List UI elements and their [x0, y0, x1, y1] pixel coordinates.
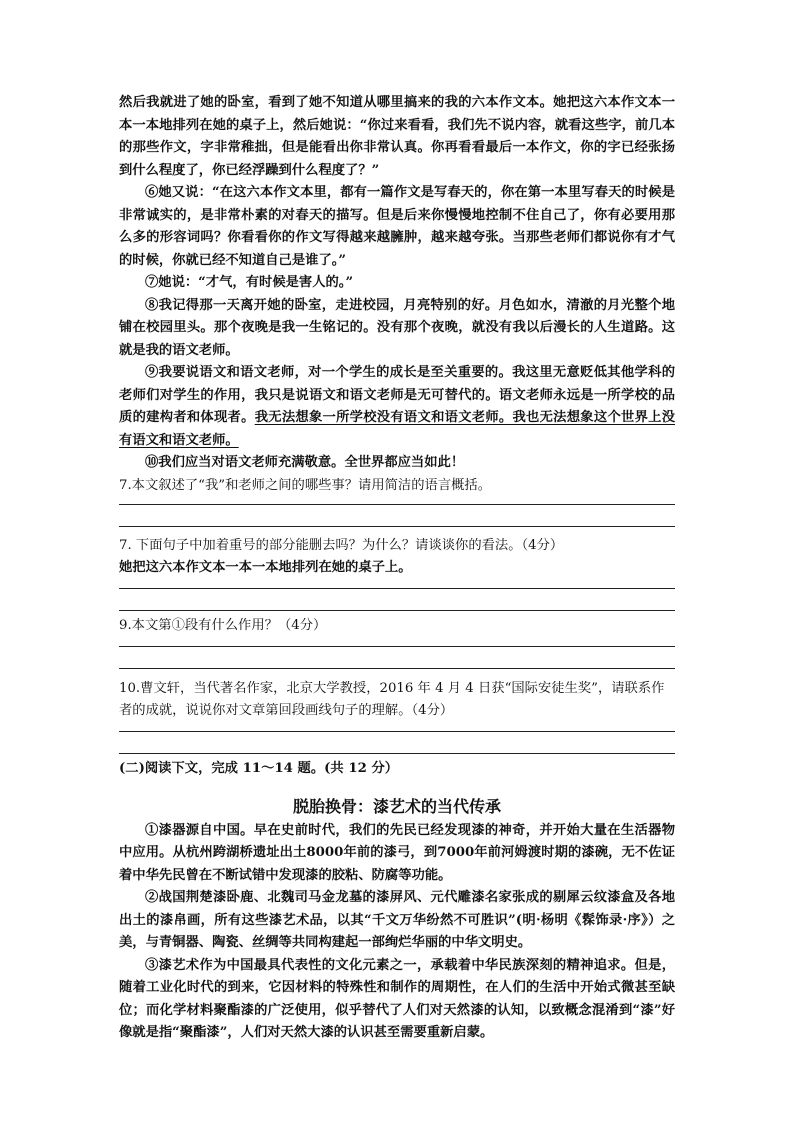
question-7: 7.本文叙述了“我”和老师之间的哪些事？请用简洁的语言概括。	[119, 477, 492, 493]
paragraph-9	[119, 362, 675, 452]
paragraph-9-text: ⑨我要说语文和语文老师，对一个学生的成长是至关重要的。我这里无意贬低其他学科的老师们对学生的作用，我只是说语文和语文老师是无可替代的。语文老师永远是一所学校的品质的建构者和体现者。	[119, 365, 675, 425]
section-heading: (二)阅读下文，完成 11～14 题。(共 12 分）	[119, 760, 399, 776]
article-title: 脱胎换骨：漆艺术的当代传承	[292, 796, 501, 816]
answer-line[interactable]	[119, 610, 675, 611]
paragraph-continued: 然后我就进了她的卧室，看到了她不知道从哪里搞来的我的六本作文本。她把这六本作文本一本一本地排列在她的桌子上，然后她说：“你过来看看，我们先不说内容，就看这些字，前几本的那些作文，字非常稚拙，但是能看出你非常认真。你再看看最后一本作文，你的字已经张扬到什么程度了，你已经浮躁到什么程度了？”	[119, 95, 675, 178]
answer-line[interactable]	[119, 646, 675, 647]
question-9: 9.本文第①段有什么作用？（4分）	[119, 617, 327, 633]
paragraph-7: ⑦她说：“才气，有时候是害人的。”	[145, 275, 354, 290]
answer-line[interactable]	[119, 526, 675, 527]
article-paragraph-3: ③漆艺术作为中国最具代表性的文化元素之一，承载着中华民族深刻的精神追求。但是，随着工业化时代的到来，它因材料的特殊性和制作的周期性，在人们的生活中开始式微甚至缺位；而化学材料聚酯漆的广泛使用，似乎替代了人们对天然漆的认知，以致概念混淆到“漆”好像就是指“聚酯漆”，人们对天然大漆的认识甚至需要重新启蒙。	[119, 957, 675, 1040]
answer-line[interactable]	[119, 731, 675, 732]
question-8-sentence: 她把这六本作文本一本一本地排列在她的桌子上。	[119, 559, 412, 575]
answer-line[interactable]	[119, 668, 675, 669]
answer-line[interactable]	[119, 753, 675, 754]
paragraph-10: ⑩我们应当对语文老师充满敬意。全世界都应当如此！	[145, 455, 465, 470]
question-8: 7. 下面句子中加着重号的部分能删去吗？为什么？请谈谈你的看法。（4分）	[119, 537, 564, 553]
paragraph-8: ⑧我记得那一天离开她的卧室，走进校园，月亮特别的好。月色如水，清澈的月光整个地铺在校园里头。那个夜晚是我一生铭记的。没有那个夜晚，就没有我以后漫长的人生道路。这就是我的语文老师。	[119, 297, 675, 358]
question-10: 10.曹文轩，当代著名作家，北京大学教授，2016 年 4 月 4 日获“国际安徒生奖”，请联系作者的成就，说说你对文章第回段画线句子的理解。（4分）	[119, 680, 665, 718]
answer-line[interactable]	[119, 504, 675, 505]
answer-line[interactable]	[119, 588, 675, 589]
article-paragraph-1: ①漆器源自中国。早在史前时代，我们的先民已经发现漆的神奇，并开始大量在生活器物中应用。从杭州跨湖桥遗址出土8000年前的漆弓，到7000年前河姆渡时期的漆碗，无不佐证着中华先民曾在不断试错中发现漆的胶粘、防腐等功能。	[119, 822, 675, 883]
article-paragraph-2: ②战国荆楚漆卧鹿、北魏司马金龙墓的漆屏风、元代雕漆名家张成的剔犀云纹漆盒及各地出土的漆帛画，所有这些漆艺术品，以其“千文万华纷然不可胜识”(明·杨明《髹饰录·序》）之美，与青铜器、陶瓷、丝绸等共同构建起一部绚烂华丽的中华文明史。	[119, 890, 675, 950]
underlined-sentence: 我无法想象一所学校没有语文和语文老师。我也无法想象这个世界上没有语文和语文老师。	[119, 410, 676, 448]
paragraph-6: ⑥她又说：“在这六本作文本里，都有一篇作文是写春天的，你在第一本里写春天的时候是非常诚实的，是非常朴素的对春天的描写。但是后来你慢慢地控制不住自己了，你有必要用那么多的形容词吗？你看看你的作文写得越来越臃肿，越来越夸张。当那些老师们都说你有才气的时候，你就已经不知道自己是谁了。”	[119, 185, 675, 268]
document-page	[119, 92, 675, 1045]
